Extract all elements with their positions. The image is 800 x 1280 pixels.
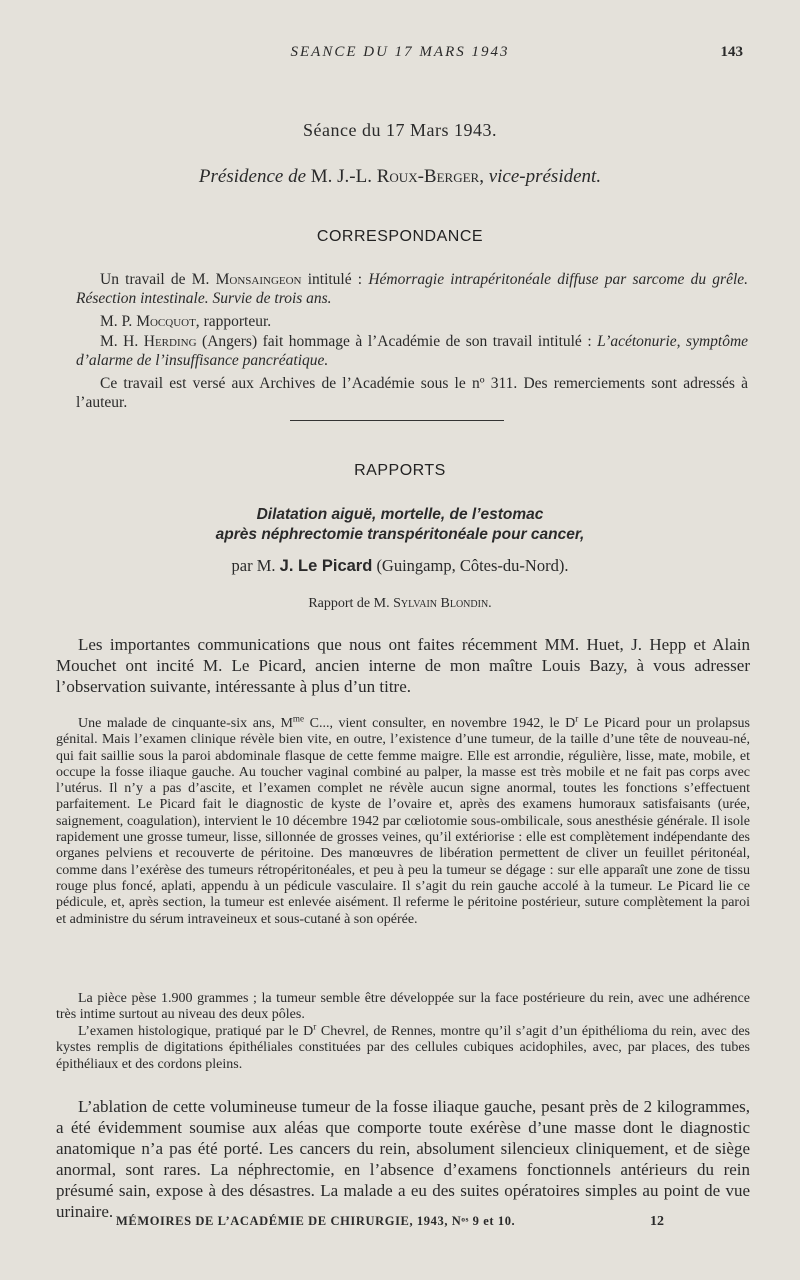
correspondance-paragraph-4: Ce travail est versé aux Archives de l’Académie sous le nº 311. Des remerciements sont adressés à l’auteur. — [76, 375, 748, 411]
presidency-line — [0, 166, 800, 188]
corr-p3-title: L’acétonurie, symptôme d’alarme de l’insuffisance pancréatique. — [76, 333, 749, 369]
running-title: SEANCE DU 17 MARS 1943 — [290, 44, 510, 60]
corr-p1-title: Hémorragie intrapéritonéale diffuse par sarcome du grêle. Résection intestinale. Survie de trois ans. — [76, 271, 749, 307]
corr-p1-name: Monsaingeon — [215, 271, 302, 288]
case-3-sup: r — [313, 1021, 317, 1032]
presidency-name: Roux-Berger, — [376, 166, 484, 187]
corr-p2-name: Mocquot, — [136, 313, 200, 330]
case-1-sup: me — [292, 713, 305, 724]
corr-p3-name: Herding — [143, 333, 197, 350]
presidency-de: de — [288, 166, 307, 187]
article-title-line-1: Dilatation aiguë, mortelle, de l’estomac — [256, 506, 544, 523]
byline-par: par M. — [231, 556, 276, 575]
correspondance-heading: CORRESPONDANCE — [316, 228, 484, 245]
footer — [0, 1214, 800, 1236]
corr-p3-start: M. H. — [100, 333, 139, 350]
case-3a: L’examen histologique, pratiqué par le D — [78, 1024, 314, 1039]
presidency-role: vice-président. — [488, 166, 602, 187]
case-paragraph-3 — [56, 1021, 750, 1073]
article-title — [0, 505, 800, 545]
corr-p2-end: rapporteur. — [203, 313, 272, 330]
report-name: Sylvain Blondin. — [393, 596, 492, 611]
running-header — [0, 44, 800, 68]
case-1c: Le Picard pour un prolapsus génital. Mais l’examen clinique révèle bien vite, en outre, l’existence d’une tumeur, de la taille d’une tête de nouveau-né, qui fait saillie sous la paroi abdominale flasque de cette femme maigre. Elle est arrondie, régulière, lisse, mate, mobile, et occupe la fosse iliaque gauche. Au toucher vaginal combiné au palper, la masse est très mobile et ne fait pas corps avec l’utérus. Il n’y a pas d’ascite, et l’examen complet ne révèle aucun signe anormal, toutes les fonctions s’effectuent parfaitement. Le Picard fait le diagnostic de kyste de l’ovaire et, après des examens humoraux satisfaisants (urée, saignement, coagulation), intervient le 10 décembre 1942 par cœliotomie sous-ombilicale, sous anesthésie générale. Il isole rapidement une grosse tumeur, lisse, sillonnée de grosses veines, qu’il extériorise : elle est complètement indépendante des organes pelviens et recouverte de péritoine. Des manœuvres de libération permettent de cliver un feuillet péritonéal, comme dans l’exérèse des tumeurs rétropéritonéales, et peu à peu la tumeur se dégage : sur elle apparaît une zone de tissu rouge plus foncé, aplati, appendu à un pédicule vasculaire. Il s’agit du rein gauche accolé à la tumeur. Le Picard lie ce pédicule, et, après section, la tumeur est enlevée aisément. Il referme le péritoine postérieur, suture complètement la paroi et administre du sérum intraveineux et sous-cutané à son opérée. — [56, 716, 750, 927]
rapports-heading: RAPPORTS — [354, 462, 446, 479]
intro-paragraph: Les importantes communications que nous ont faites récemment MM. Huet, J. Hepp et Alain Mouchet ont incité M. Le Picard, ancien interne de mon maître Louis Bazy, à vous adresser l’observation suivante, intéressante à plus d’un titre. — [56, 635, 750, 696]
byline-place: (Guingamp, Côtes-du-Nord). — [376, 556, 569, 575]
correspondance-paragraph-1 — [76, 270, 748, 308]
byline-author: J. Le Picard — [279, 557, 373, 575]
presidency-prefix: Présidence — [198, 166, 284, 187]
case-paragraph-2: La pièce pèse 1.900 grammes ; la tumeur semble être développée sur la face postérieure du rein, avec une adhérence très intime surtout au niveau des deux pôles. — [56, 991, 750, 1023]
footer-journal: MÉMOIRES DE L’ACADÉMIE DE CHIRURGIE, 1943, Nᵒˢ 9 et 10. — [116, 1214, 516, 1228]
report-line — [0, 596, 800, 612]
page-number: 143 — [720, 44, 743, 60]
case-1a: Une malade de cinquante-six ans, M — [78, 716, 293, 731]
corr-p1-start: Un travail de M. — [100, 271, 210, 288]
case-1-sup2: r — [575, 713, 579, 724]
presidency-mjl: M. J.-L. — [310, 166, 372, 187]
footer-signature: 12 — [650, 1214, 664, 1229]
corr-p1-mid: intitulé : — [307, 271, 363, 288]
correspondance-paragraph-3 — [76, 332, 748, 370]
article-title-line-2: après néphrectomie transpéritonéale pour cancer, — [215, 526, 585, 543]
conclusion-paragraph: L’ablation de cette volumineuse tumeur de la fosse iliaque gauche, pesant près de 2 kilogrammes, a été évidemment soumise aux aléas que comporte toute exérèse d’une masse dont le diagnostic anatomique n’a pas été porté. Les cancers du rein, absolument silencieux cliniquement, et de siège anormal, sont rares. La néphrectomie, en l’absence d’examens fonctionnels antérieurs du rein présumé sain, expose à des désastres. La malade a eu des suites opératoires simples au point de vue urinaire. — [56, 1097, 750, 1221]
byline — [0, 556, 800, 576]
case-3b: Chevrel, de Rennes, montre qu’il s’agit d’un épithélioma du rein, avec des kystes remplis de digitations épithéliales constituées par des cellules cubiques acidophiles, avec, par places, des tubes épithéliaux et des cordons pleins. — [56, 1024, 750, 1072]
report-prefix: Rapport de M. — [308, 596, 390, 611]
case-paragraph-1 — [56, 713, 750, 928]
session-title: Séance du 17 Mars 1943. — [303, 120, 497, 140]
correspondance-paragraph-2 — [76, 312, 748, 331]
case-1b: C..., vient consulter, en novembre 1942, le D — [304, 716, 576, 731]
section-divider — [290, 420, 504, 421]
corr-p3-mid: (Angers) fait hommage à l’Académie de son travail intitulé : — [202, 333, 592, 350]
corr-p2-start: M. P. — [100, 313, 133, 330]
